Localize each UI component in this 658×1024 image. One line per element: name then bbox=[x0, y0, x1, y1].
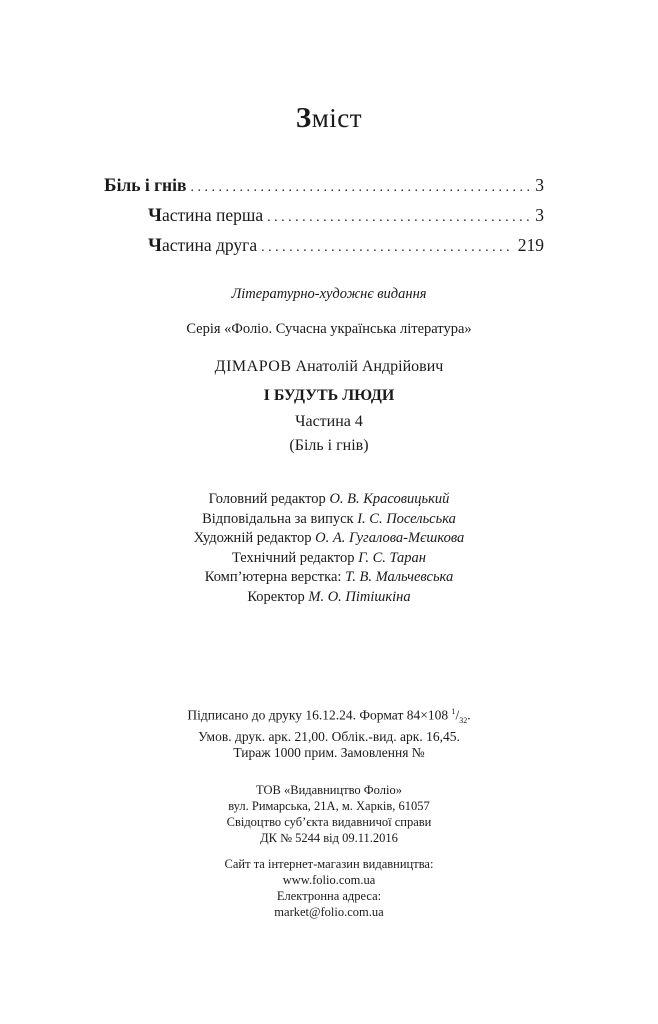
format-fraction-numerator: 1 bbox=[451, 707, 456, 716]
toc-leader-dots bbox=[261, 233, 514, 263]
book-part: Частина 4 bbox=[295, 413, 363, 430]
toc-entry-label bbox=[148, 230, 257, 261]
publisher-contacts bbox=[0, 856, 658, 920]
publisher-info bbox=[0, 782, 658, 846]
credit-role: Коректор bbox=[247, 588, 305, 605]
credit-name: М. О. Пітішкіна bbox=[308, 588, 411, 605]
author-given-names: Анатолій Андрійович bbox=[295, 358, 444, 375]
credit-line bbox=[0, 549, 658, 569]
editorial-credits bbox=[0, 490, 658, 607]
toc-entry-label bbox=[104, 170, 186, 201]
series-line: Серія «Фоліо. Сучасна українська література» bbox=[186, 321, 472, 337]
toc-leader-dots bbox=[267, 203, 531, 233]
author-line bbox=[0, 358, 658, 376]
toc-entry-page: 3 bbox=[535, 175, 544, 195]
book-subtitle: (Біль і гнів) bbox=[289, 437, 369, 454]
format-fraction-slash: / bbox=[455, 707, 460, 723]
imprint-format-text: Підписано до друку 16.12.24. Формат 84×108 bbox=[187, 707, 452, 723]
genre-line: Літературно-художнє видання bbox=[231, 286, 427, 302]
website-label: Сайт та інтернет-магазин видавництва: bbox=[224, 857, 434, 871]
website-link[interactable]: www.folio.com.ua bbox=[282, 873, 376, 887]
toc-entry-page: 219 bbox=[517, 235, 544, 255]
author-surname: ДІМАРОВ bbox=[214, 358, 292, 375]
toc-entry-initial: Ч bbox=[148, 235, 162, 256]
credit-role: Головний редактор bbox=[208, 491, 326, 507]
book-title: І БУДУТЬ ЛЮДИ bbox=[263, 387, 395, 404]
toc-entry-part-2[interactable] bbox=[104, 230, 544, 260]
toc-entry-text: іль і гнів bbox=[116, 175, 187, 195]
credit-line bbox=[0, 490, 658, 510]
credit-line bbox=[0, 510, 658, 530]
publisher-address: вул. Римарська, 21А, м. Харків, 61057 bbox=[228, 799, 430, 813]
toc-entry-text: астина перша bbox=[161, 205, 264, 225]
toc-heading bbox=[0, 102, 658, 135]
imprint-circulation-line: Тираж 1000 прим. Замовлення № bbox=[233, 745, 425, 761]
print-imprint bbox=[0, 704, 658, 761]
toc-entry-initial: Б bbox=[104, 175, 117, 196]
toc-leader-dots bbox=[190, 173, 531, 203]
toc-entry-page: 3 bbox=[535, 205, 544, 225]
credit-name: О. А. Гугалова-Мєшкова bbox=[315, 530, 465, 546]
toc-entry-main[interactable] bbox=[104, 170, 544, 200]
credit-name: Г. С. Таран bbox=[358, 549, 427, 566]
credit-line bbox=[0, 568, 658, 588]
toc-entry-initial: Ч bbox=[148, 205, 162, 226]
table-of-contents bbox=[104, 170, 544, 260]
publisher-certificate-number: ДК № 5244 від 09.11.2016 bbox=[260, 831, 398, 845]
toc-heading-rest: міст bbox=[311, 103, 363, 133]
credit-role: Комп’ютерна верстка: bbox=[204, 569, 342, 585]
credit-role: Художній редактор bbox=[193, 530, 312, 546]
credit-role: Технічний редактор bbox=[231, 549, 355, 566]
imprint-sheets-line: Умов. друк. арк. 21,00. Облік.-вид. арк. 16,45. bbox=[198, 729, 460, 745]
credit-name: Т. В. Мальчевська bbox=[345, 569, 454, 585]
credit-name: І. С. Посельська bbox=[357, 510, 456, 527]
email-link[interactable]: market@folio.com.ua bbox=[274, 905, 384, 919]
imprint-format-period: . bbox=[467, 707, 471, 723]
imprint-format-line bbox=[0, 704, 658, 729]
toc-entry-text: астина друга bbox=[161, 235, 258, 255]
format-fraction-denominator: 32 bbox=[459, 716, 468, 726]
toc-heading-initial: З bbox=[295, 102, 312, 134]
email-label: Електронна адреса: bbox=[276, 889, 382, 903]
credit-line bbox=[0, 529, 658, 549]
credit-role: Відповідальна за випуск bbox=[202, 510, 354, 527]
publisher-name: ТОВ «Видавництво Фоліо» bbox=[256, 783, 402, 797]
credit-name: О. В. Красовицький bbox=[329, 491, 450, 507]
credit-line bbox=[0, 588, 658, 608]
publisher-certificate: Свідоцтво суб’єкта видавничої справи bbox=[226, 815, 432, 829]
toc-entry-label bbox=[148, 200, 263, 231]
toc-entry-part-1[interactable] bbox=[104, 200, 544, 230]
